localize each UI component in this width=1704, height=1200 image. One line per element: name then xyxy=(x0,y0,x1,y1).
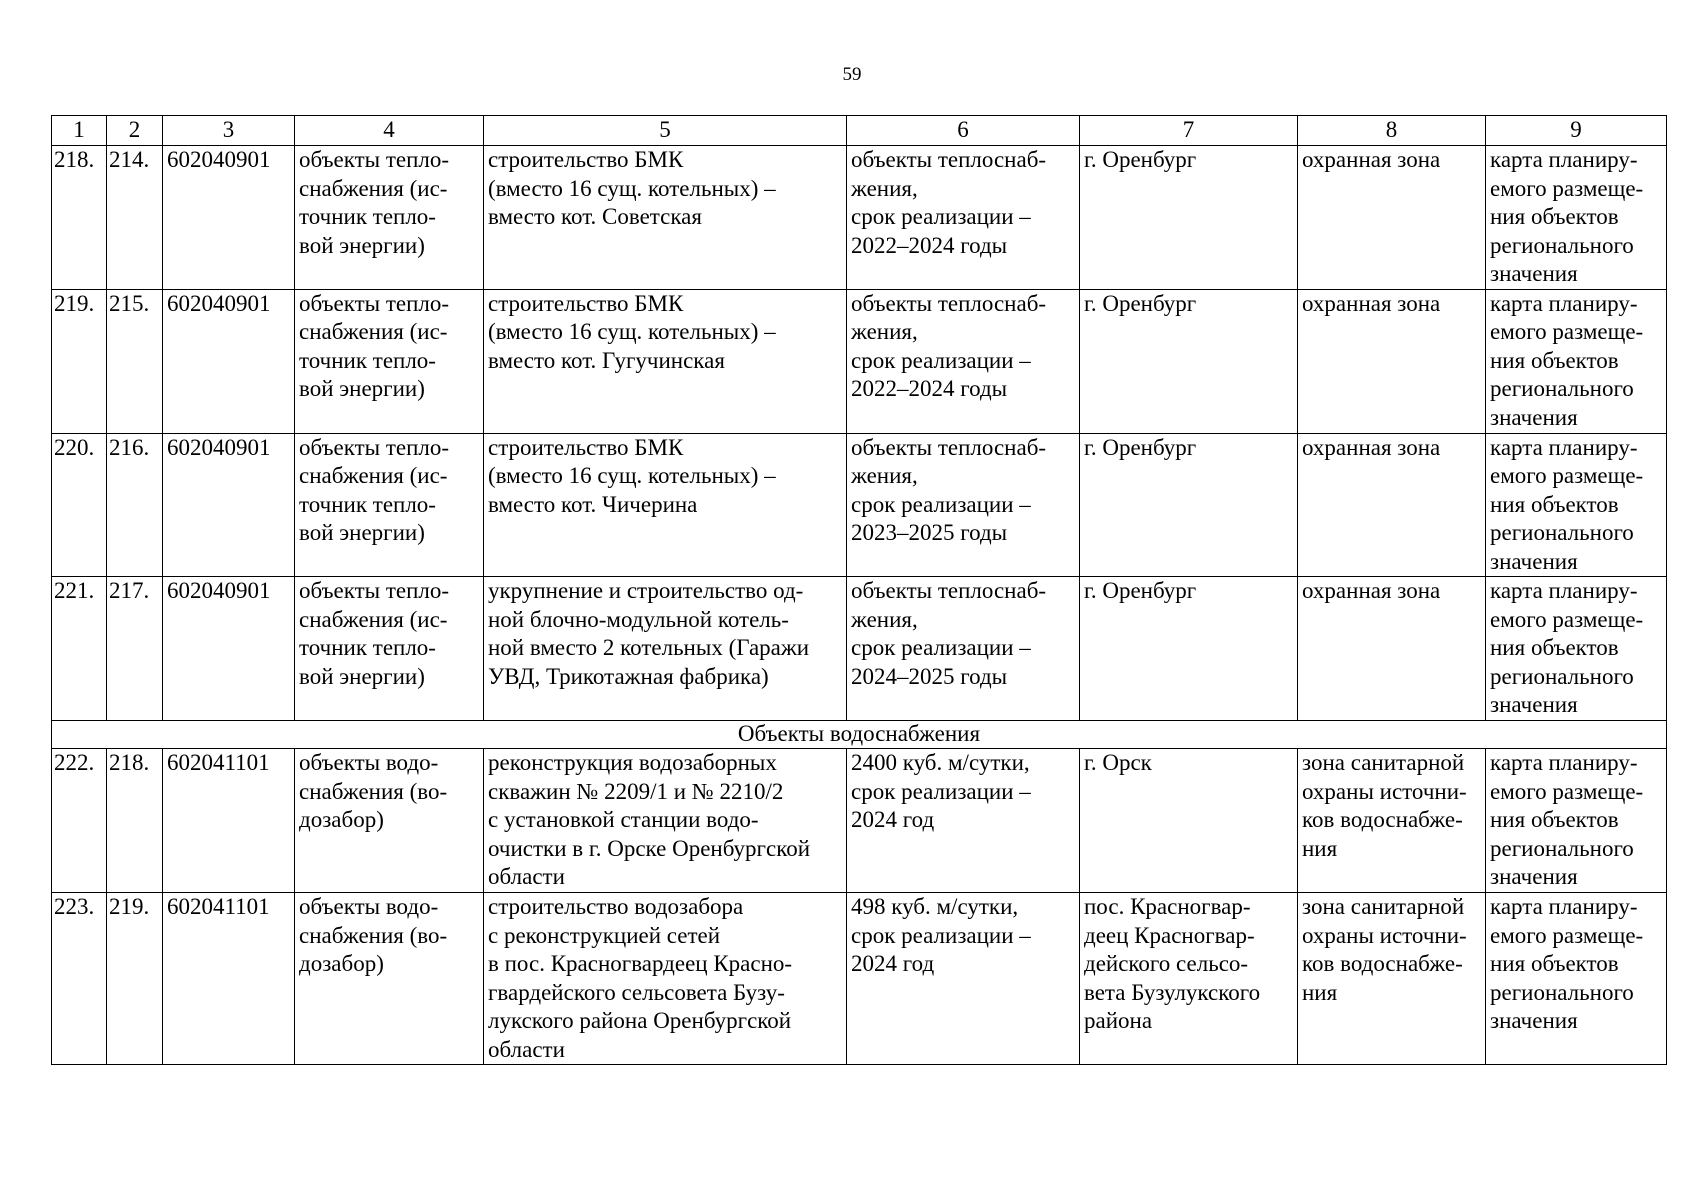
object-location: г. Оренбург xyxy=(1080,433,1298,577)
object-characteristics: объекты теплоснаб- жения, срок реализации – 2022–2024 годы xyxy=(847,289,1080,433)
object-code: 602040901 xyxy=(163,146,295,290)
object-characteristics: 498 куб. м/сутки, срок реализации – 2024 год xyxy=(847,893,1080,1065)
object-code: 602041101 xyxy=(163,893,295,1065)
row-number: 220. xyxy=(52,433,107,577)
table-row xyxy=(52,749,1667,893)
column-number: 9 xyxy=(1486,116,1667,146)
object-zone: зона санитарной охраны источни- ков водоснабже- ния xyxy=(1298,749,1486,893)
object-name: реконструкция водозаборных скважин № 2209/1 и № 2210/2 с установкой станции водо- очистки в г. Орске Оренбургской области xyxy=(484,749,847,893)
row-number: 223. xyxy=(52,893,107,1065)
sub-number: 215. xyxy=(107,289,163,433)
object-characteristics: объекты теплоснаб- жения, срок реализации – 2023–2025 годы xyxy=(847,433,1080,577)
column-number: 1 xyxy=(52,116,107,146)
section-heading-row xyxy=(52,721,1667,749)
object-name: укрупнение и строительство од- ной блочно-модульной котель- ной вместо 2 котельных (Гаражи УВД, Трикотажная фабрика) xyxy=(484,577,847,721)
column-number: 5 xyxy=(484,116,847,146)
table-row xyxy=(52,893,1667,1065)
column-number: 2 xyxy=(107,116,163,146)
row-number: 218. xyxy=(52,146,107,290)
object-characteristics: объекты теплоснаб- жения, срок реализации – 2024–2025 годы xyxy=(847,577,1080,721)
object-type: объекты тепло- снабжения (ис- точник тепло- вой энергии) xyxy=(295,146,484,290)
object-map: карта планиру- емого размеще- ния объектов регионального значения xyxy=(1486,749,1667,893)
sub-number: 214. xyxy=(107,146,163,290)
column-number: 7 xyxy=(1080,116,1298,146)
object-name: строительство водозабора с реконструкцией сетей в пос. Красногвардеец Красно- гвардейского сельсовета Бузу- лукского района Оренбургской области xyxy=(484,893,847,1065)
object-code: 602041101 xyxy=(163,749,295,893)
sub-number: 217. xyxy=(107,577,163,721)
section-heading: Объекты водоснабжения xyxy=(52,721,1667,749)
row-number: 221. xyxy=(52,577,107,721)
object-type: объекты тепло- снабжения (ис- точник тепло- вой энергии) xyxy=(295,433,484,577)
column-number: 6 xyxy=(847,116,1080,146)
object-type: объекты водо- снабжения (во- дозабор) xyxy=(295,749,484,893)
column-number: 8 xyxy=(1298,116,1486,146)
object-map: карта планиру- емого размеще- ния объектов регионального значения xyxy=(1486,289,1667,433)
object-code: 602040901 xyxy=(163,433,295,577)
object-name: строительство БМК (вместо 16 сущ. котельных) – вместо кот. Чичерина xyxy=(484,433,847,577)
object-characteristics: 2400 куб. м/сутки, срок реализации – 2024 год xyxy=(847,749,1080,893)
object-zone: охранная зона xyxy=(1298,146,1486,290)
object-location: г. Оренбург xyxy=(1080,146,1298,290)
sub-number: 216. xyxy=(107,433,163,577)
table-row xyxy=(52,146,1667,290)
object-type: объекты тепло- снабжения (ис- точник тепло- вой энергии) xyxy=(295,577,484,721)
object-type: объекты тепло- снабжения (ис- точник тепло- вой энергии) xyxy=(295,289,484,433)
objects-table xyxy=(51,115,1667,1065)
object-type: объекты водо- снабжения (во- дозабор) xyxy=(295,893,484,1065)
object-map: карта планиру- емого размеще- ния объектов регионального значения xyxy=(1486,893,1667,1065)
object-code: 602040901 xyxy=(163,289,295,433)
object-name: строительство БМК (вместо 16 сущ. котельных) – вместо кот. Гугучинская xyxy=(484,289,847,433)
object-zone: охранная зона xyxy=(1298,577,1486,721)
table-row xyxy=(52,289,1667,433)
column-number: 3 xyxy=(163,116,295,146)
object-zone: охранная зона xyxy=(1298,289,1486,433)
column-number-row xyxy=(52,116,1667,146)
row-number: 219. xyxy=(52,289,107,433)
object-zone: зона санитарной охраны источни- ков водоснабже- ния xyxy=(1298,893,1486,1065)
object-zone: охранная зона xyxy=(1298,433,1486,577)
sub-number: 219. xyxy=(107,893,163,1065)
column-number: 4 xyxy=(295,116,484,146)
object-map: карта планиру- емого размеще- ния объектов регионального значения xyxy=(1486,146,1667,290)
page-number: 59 xyxy=(842,64,862,85)
object-code: 602040901 xyxy=(163,577,295,721)
object-map: карта планиру- емого размеще- ния объектов регионального значения xyxy=(1486,577,1667,721)
table-row xyxy=(52,577,1667,721)
object-map: карта планиру- емого размеще- ния объектов регионального значения xyxy=(1486,433,1667,577)
object-location: г. Орск xyxy=(1080,749,1298,893)
object-location: г. Оренбург xyxy=(1080,577,1298,721)
object-name: строительство БМК (вместо 16 сущ. котельных) – вместо кот. Советская xyxy=(484,146,847,290)
table-row xyxy=(52,433,1667,577)
object-location: г. Оренбург xyxy=(1080,289,1298,433)
sub-number: 218. xyxy=(107,749,163,893)
object-location: пос. Красногвар- деец Красногвар- дейского сельсо- вета Бузулукского района xyxy=(1080,893,1298,1065)
object-characteristics: объекты теплоснаб- жения, срок реализации – 2022–2024 годы xyxy=(847,146,1080,290)
row-number: 222. xyxy=(52,749,107,893)
